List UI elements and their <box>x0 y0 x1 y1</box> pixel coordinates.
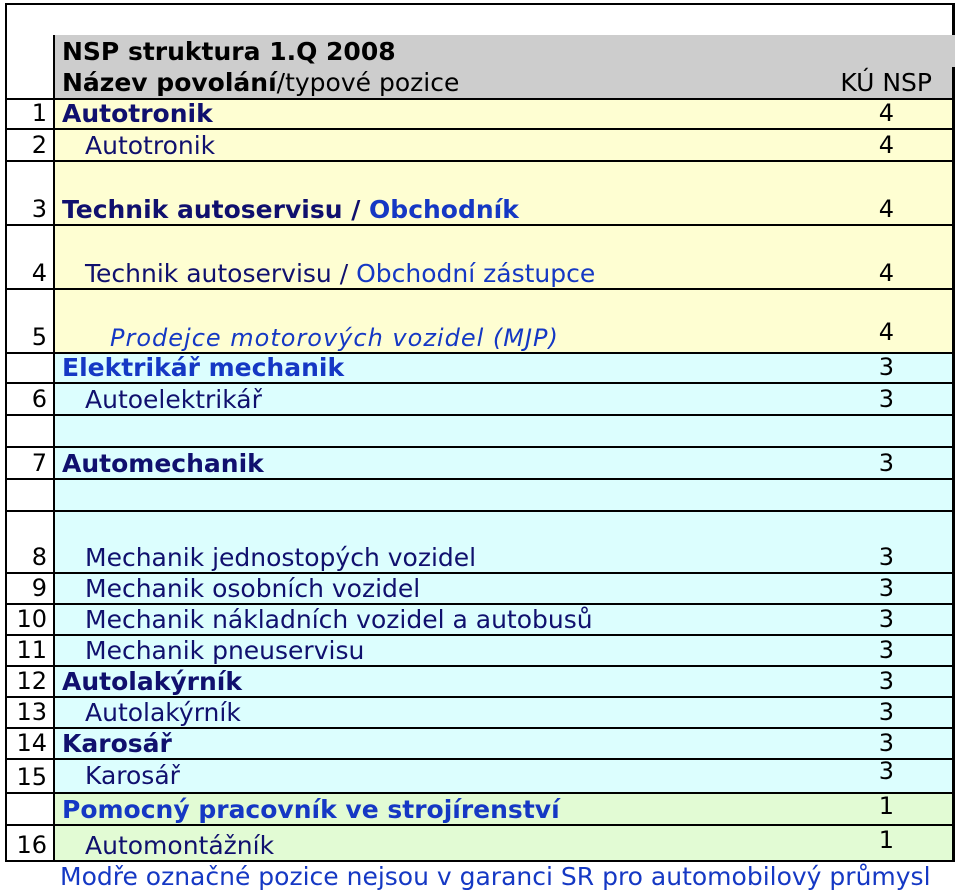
row-number-cell: 2 <box>5 128 55 162</box>
level-value: 3 <box>878 729 894 757</box>
row-number-cell <box>5 35 55 67</box>
occupation-name <box>85 261 595 286</box>
row-body <box>55 758 955 794</box>
header-cell <box>55 67 955 100</box>
row-body <box>55 572 955 605</box>
row-number-cell: 1 <box>5 98 55 130</box>
occupation-name: Autotronik <box>62 99 213 128</box>
occupation-name: Automechanik <box>62 449 264 478</box>
row-number-cell: 14 <box>5 727 55 760</box>
row-body <box>55 510 955 542</box>
table-row <box>0 824 960 862</box>
row-number-cell <box>5 414 55 448</box>
table-row <box>0 382 960 416</box>
table-row <box>0 603 960 636</box>
level-value: 1 <box>878 826 894 854</box>
level-value: 3 <box>878 449 894 477</box>
table-row <box>0 792 960 826</box>
table-row <box>0 160 960 226</box>
occupation-name: Autolakýrník <box>62 667 242 696</box>
row-number-cell <box>5 510 55 542</box>
column-header-name <box>62 70 459 95</box>
table-row-empty <box>0 478 960 512</box>
table-row-empty-top <box>0 3 960 37</box>
row-number-cell <box>5 792 55 826</box>
row-body <box>55 696 955 729</box>
level-value: 4 <box>878 259 894 287</box>
row-body <box>55 634 955 667</box>
occupation-name: Mechanik jednostopých vozidel <box>85 543 477 572</box>
occupation-name: Mechanik osobních vozidel <box>85 574 421 603</box>
column-header-level: KÚ NSP <box>840 68 932 97</box>
table-row <box>0 446 960 480</box>
row-number-cell: 3 <box>5 160 55 226</box>
table-row <box>0 542 960 574</box>
level-value: 3 <box>878 543 894 571</box>
sheet-title: NSP struktura 1.Q 2008 <box>62 37 396 66</box>
level-value: 4 <box>878 318 894 346</box>
row-body <box>55 288 955 354</box>
title-cell <box>55 35 955 67</box>
footnote: Modře označné pozice nejsou v garanci SR pro automobilový průmysl <box>60 862 931 891</box>
level-value: 3 <box>878 385 894 413</box>
table-row <box>0 665 960 698</box>
occupation-name-part-blue: Obchodní zástupce <box>356 259 596 288</box>
occupation-name: Autoelektrikář <box>85 385 262 414</box>
level-value: 4 <box>878 99 894 127</box>
occupation-name: Karosář <box>85 761 180 790</box>
table-row <box>0 352 960 384</box>
occupation-name: Autotronik <box>85 131 216 160</box>
level-value: 3 <box>878 353 894 381</box>
column-header-name-bold: Název povolání <box>62 68 277 97</box>
table-row <box>0 224 960 290</box>
row-body <box>55 792 955 826</box>
row-number-cell: 8 <box>5 542 55 574</box>
empty-cell <box>5 3 955 37</box>
row-number-cell: 5 <box>5 288 55 354</box>
occupation-name: Pomocný pracovník ve strojírenství <box>62 795 560 824</box>
row-number-cell: 12 <box>5 665 55 698</box>
row-body <box>55 603 955 636</box>
level-value: 3 <box>878 605 894 633</box>
table-row <box>0 98 960 130</box>
row-body <box>55 665 955 698</box>
column-header-name-rest: /typové pozice <box>276 68 460 97</box>
row-body <box>55 542 955 574</box>
occupation-name-part-blue: Obchodník <box>369 195 519 224</box>
table-header-row <box>0 67 960 100</box>
row-number-cell: 6 <box>5 382 55 416</box>
row-body <box>55 382 955 416</box>
row-number-cell: 10 <box>5 603 55 636</box>
row-number-cell: 15 <box>5 758 55 794</box>
occupation-name: Elektrikář mechanik <box>62 353 345 382</box>
row-body <box>55 224 955 290</box>
row-body <box>55 160 955 226</box>
table-row-empty <box>0 510 960 542</box>
table-row-title <box>0 35 960 67</box>
occupation-name-part: Technik autoservisu / <box>85 259 357 288</box>
level-value: 3 <box>878 574 894 602</box>
level-value: 3 <box>878 698 894 726</box>
row-number-cell: 13 <box>5 696 55 729</box>
occupation-name: Mechanik nákladních vozidel a autobusů <box>85 605 593 634</box>
table-row <box>0 758 960 794</box>
row-body <box>55 478 955 512</box>
row-body <box>55 727 955 760</box>
occupation-name: Automontážník <box>85 831 275 860</box>
level-value: 3 <box>878 636 894 664</box>
row-body <box>55 824 955 862</box>
row-number-cell: 16 <box>5 824 55 862</box>
occupation-name <box>62 197 519 222</box>
row-body <box>55 128 955 162</box>
occupation-name-part: Technik autoservisu / <box>62 195 370 224</box>
table-row <box>0 634 960 667</box>
row-number-cell <box>5 352 55 384</box>
row-number-cell <box>5 67 55 100</box>
table-row <box>0 727 960 760</box>
level-value: 4 <box>878 131 894 159</box>
row-body <box>55 414 955 448</box>
row-number-cell: 11 <box>5 634 55 667</box>
occupation-name: Mechanik pneuservisu <box>85 636 365 665</box>
occupation-name: Karosář <box>62 729 172 758</box>
row-number-cell: 7 <box>5 446 55 480</box>
row-number-cell: 9 <box>5 572 55 605</box>
row-number-cell <box>5 478 55 512</box>
row-number-cell: 4 <box>5 224 55 290</box>
table-row <box>0 288 960 354</box>
table-row <box>0 696 960 729</box>
table-row <box>0 128 960 162</box>
occupation-name: Autolakýrník <box>85 698 241 727</box>
table-row-empty <box>0 414 960 448</box>
row-body <box>55 98 955 130</box>
row-body <box>55 352 955 384</box>
level-value: 4 <box>878 195 894 223</box>
table-row <box>0 572 960 605</box>
level-value: 3 <box>878 757 894 785</box>
level-value: 1 <box>878 792 894 820</box>
occupation-name: Prodejce motorových vozidel (MJP) <box>110 324 559 352</box>
level-value: 3 <box>878 667 894 695</box>
row-body <box>55 446 955 480</box>
